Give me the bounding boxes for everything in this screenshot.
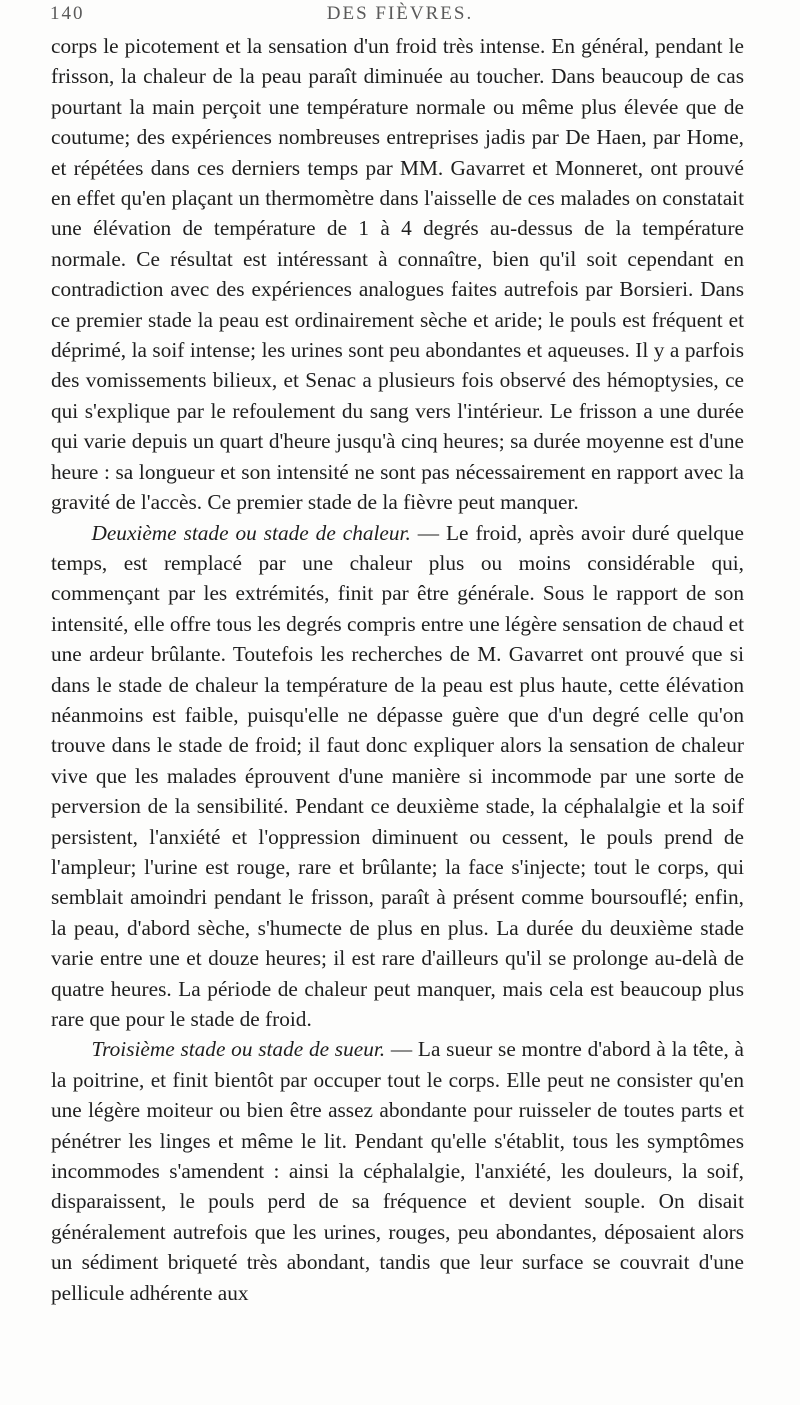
paragraph-cold-stage-continuation: corps le picotement et la sensation d'un froid très intense. En général, pendant le frisson, la chaleur de la peau paraît diminuée au toucher. Dans beaucoup de cas pourtant la main perçoit une température normale ou même plus élevée que de coutume; des expériences nombreuses entreprises jadis par De Haen, par Home, et répétées dans ces derniers temps par MM. Gavarret et Monneret, ont prouvé en effet qu'en plaçant un thermomètre dans l'aisselle de ces malades on constatait une élévation de température de 1 à 4 degrés au-dessus de la température normale. Ce résultat est intéressant à connaître, bien qu'il soit cependant en contradiction avec des expériences analogues faites autrefois par Borsieri. Dans ce premier stade la peau est ordinairement sèche et aride; le pouls est fréquent et déprimé, la soif intense; les urines sont peu abondantes et aqueuses. Il y a parfois des vomissements bilieux, et Senac a plusieurs fois observé des hémoptysies, ce qui s'explique par le refoulement du sang vers l'intérieur. Le frisson a une durée qui varie depuis un quart d'heure jusqu'à cinq heures; sa durée moyenne est d'une heure : sa longueur et son intensité ne sont pas nécessairement en rapport avec la gravité de l'accès. Ce premier stade de la fièvre peut manquer.	[51, 34, 744, 515]
running-head	[50, 3, 750, 31]
text-body	[51, 31, 744, 1308]
paragraph-heat-stage	[51, 518, 744, 1035]
page-number: 140	[50, 3, 85, 24]
heading-third-stage: Troisième stade ou stade de sueur.	[91, 1037, 386, 1062]
paragraph-sweat-stage	[51, 1034, 744, 1308]
running-title: DES FIÈVRES.	[326, 3, 474, 24]
heading-second-stage: Deuxième stade ou stade de chaleur.	[91, 520, 411, 545]
paragraph-sweat-stage-text: — La sueur se montre d'abord à la tête, à la poitrine, et finit bientôt par occuper tout le corps. Elle peut ne consister qu'en une légère moiteur ou bien être assez abondante pour ruisseler de toutes parts et pénétrer les linges et même le lit. Pendant qu'elle s'établit, tous les symptômes incommodes s'amendent : ainsi la céphalalgie, l'anxiété, les douleurs, la soif, disparaissent, le pouls perd de sa fréquence et devient souple. On disait généralement autrefois que les urines, rouges, peu abondantes, déposaient alors un sédiment briqueté très abondant, tandis que leur surface se couvrait d'une pellicule adhérente aux	[51, 1037, 744, 1305]
paragraph-heat-stage-text: — Le froid, après avoir duré quelque temps, est remplacé par une chaleur plus ou moins considérable qui, commençant par les extrémités, finit par être générale. Sous le rapport de son intensité, elle offre tous les degrés compris entre une légère sensation de chaud et une ardeur brûlante. Toutefois les recherches de M. Gavarret ont prouvé que si dans le stade de chaleur la température de la peau est plus haute, cette élévation néanmoins est faible, puisqu'elle ne dépasse guère que d'un degré celle qu'on trouve dans le stade de froid; il faut donc expliquer alors la sensation de chaleur vive que les malades éprouvent d'une manière si incommode par une sorte de perversion de la sensibilité. Pendant ce deuxième stade, la céphalalgie et la soif persistent, l'anxiété et l'oppression diminuent ou cessent, le pouls prend de l'ampleur; l'urine est rouge, rare et brûlante; la face s'injecte; tout le corps, qui semblait amoindri pendant le frisson, paraît à présent comme boursouflé; enfin, la peau, d'abord sèche, s'humecte de plus en plus. La durée du deuxième stade varie entre une et douze heures; il est rare d'ailleurs qu'il se prolonge au-delà de quatre heures. La période de chaleur peut manquer, mais cela est beaucoup plus rare que pour le stade de froid.	[51, 520, 744, 1031]
